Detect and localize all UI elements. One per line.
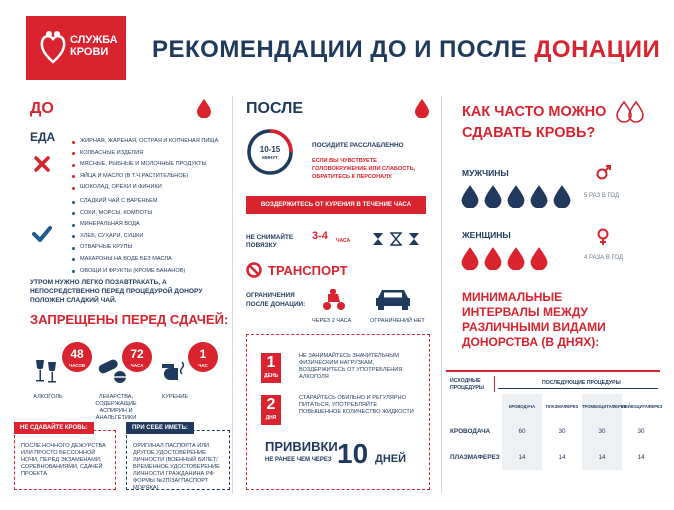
list-item: МИНЕРАЛЬНАЯ ВОДА	[72, 219, 185, 231]
list-item: ЯЙЦА И МАСЛО (В Т.Ч.РАСТИТЕЛЬНОЕ)	[72, 171, 218, 183]
vaccine-unit: ДНЕЙ	[375, 453, 407, 465]
badge-unit: ЧАСА	[130, 363, 144, 368]
day-unit: ДЕНЬ	[263, 373, 279, 379]
female-icon	[596, 228, 610, 246]
cross-icon	[34, 156, 50, 172]
drop-icon	[529, 246, 549, 270]
list-item: ОТВАРНЫЕ КРУПЫ	[72, 242, 185, 254]
morning-note: УТРОМ НУЖНО ЛЕГКО ПОЗАВТРАКАТЬ, А НЕПОСРЕДСТВЕННО ПЕРЕД ПРОЦЕДУРОЙ ДОНОРУ ПОЛОЖЕН СЛАДКИЙ ЧАЙ.	[30, 279, 203, 304]
table-next-header: ПОСЛЕДУЮЩИЕ ПРОЦЕДУРЫ	[542, 380, 621, 386]
hourglass-icon	[390, 232, 402, 246]
day-number: 2	[266, 396, 276, 413]
badge-unit: ЧАС	[198, 363, 208, 368]
list-item: МАКАРОНЫ НА ВОДЕ БЕЗ МАСЛА	[72, 254, 185, 266]
list-item: ХЛЕБ, СУХАРИ, СУШКИ	[72, 231, 185, 243]
logo-line1: СЛУЖБА	[70, 34, 118, 46]
table-cell: 30	[637, 428, 645, 435]
table-cell: 14	[598, 454, 606, 461]
vaccine-heading: ПРИВИВКИ	[265, 439, 338, 454]
day-2-text: СТАРАЙТЕСЬ ОБИЛЬНО И РЕГУЛЯРНО ПИТАТЬСЯ, УПОТРЕБЛЯЙТЕ ПОВЫШЕННОЕ КОЛИЧЕСТВО ЖИДКОСТИ	[299, 395, 414, 415]
table-col-header: ТРОМБОЦИТАФЕРЕЗ	[582, 404, 627, 409]
table-rule	[498, 388, 658, 389]
car-caption: ОГРАНИЧЕНИЙ НЕТ	[370, 318, 425, 324]
vaccine-value: 10	[337, 438, 369, 469]
sit-calm-text: ПОСИДИТЕ РАССЛАБЛЕННО	[312, 142, 404, 149]
badge-value: 1	[199, 347, 207, 361]
title-part1: РЕКОМЕНДАЦИИ ДО И ПОСЛЕ	[152, 36, 535, 63]
drop-icon	[506, 246, 526, 270]
dont-donate-box	[14, 430, 116, 490]
badge-unit: ЧАСОВ	[68, 363, 86, 368]
frequency-heading-line1: КАК ЧАСТО МОЖНО	[462, 104, 607, 120]
list-item: МЯСНЫЕ, РЫБНЫЕ И МОЛОЧНЫЕ ПРОДУКТЫ	[72, 159, 218, 171]
bad-foods-list	[72, 136, 218, 194]
list-item: ЖИРНАЯ, ЖАРЕНАЯ, ОСТРАЯ И КОПЧЕНАЯ ПИЩА	[72, 136, 218, 148]
drop-icon	[196, 98, 212, 118]
car-icon	[374, 286, 412, 310]
men-frequency-text: 5 РАЗ В ГОД	[584, 193, 620, 199]
transport-heading: ТРАНСПОРТ	[268, 263, 348, 278]
list-item: ОВОЩИ И ФРУКТЫ (КРОМЕ БАНАНОВ)	[72, 266, 185, 278]
bring-tag: ПРИ СЕБЕ ИМЕТЬ:	[126, 422, 194, 434]
bring-box	[126, 430, 230, 490]
dont-donate-tag: НЕ СДАВАЙТЕ КРОВЬ:	[14, 422, 94, 434]
bandage-hours: 3-4	[312, 230, 328, 242]
intervals-heading: МИНИМАЛЬНЫЕ ИНТЕРВАЛЫ МЕЖДУ РАЗЛИЧНЫМИ ВИДАМИ ДОНОРСТВА (В ДНЯХ):	[462, 290, 606, 349]
dont-donate-text: ПОСЛЕ НОЧНОГО ДЕЖУРСТВА ИЛИ ПРОСТО БЕССОННОЙ НОЧИ, ПЕРЕД ЭКЗАМЕНАМИ, СОРЕВНОВАНИЯМИ, СДАЧЕЙ ПРОЕКТА	[21, 443, 106, 477]
page-title	[152, 36, 660, 64]
alcohol-hours-badge	[62, 342, 92, 372]
drop-icon	[460, 184, 480, 208]
hourglass-icon	[372, 232, 384, 246]
day-1-text: НЕ ЗАНИМАЙТЕСЬ ЗНАЧИТЕЛЬНЫМ ФИЗИЧЕСКИМ НАГРУЗКАМ, ВОЗДЕРЖИТЕСЬ ОТ УПОТРЕБЛЕНИЯ АЛКОГОЛЯ	[299, 353, 403, 380]
day-2-badge	[261, 395, 281, 425]
frequency-heading	[462, 102, 606, 144]
table-col-header: ПЛАЗМАФЕРЕЗ	[545, 404, 579, 409]
before-heading: ДО	[30, 100, 54, 117]
day-1-badge	[261, 353, 281, 383]
medicine-hours-badge	[122, 342, 152, 372]
double-drop-icon	[614, 100, 646, 124]
good-foods-list	[72, 196, 185, 277]
badge-value: 72	[130, 347, 144, 361]
dizzy-note: ЕСЛИ ВЫ ЧУВСТВУЕТЕ ГОЛОВОКРУЖЕНИЕ ИЛИ СЛАБОСТЬ, ОБРАТИТЕСЬ К ПЕРСОНАЛУ.	[312, 158, 416, 180]
after-heading: ПОСЛЕ	[246, 100, 303, 117]
intervals-table	[446, 370, 663, 470]
table-row-name: КРОВОДАЧА	[450, 428, 491, 435]
timer-value: 10-15	[259, 145, 281, 154]
food-heading: ЕДА	[30, 130, 56, 144]
smoking-label: КУРЕНИЕ	[161, 394, 189, 400]
frequency-heading-line2: СДАВАТЬ КРОВЬ?	[462, 125, 596, 141]
after-days-box	[246, 334, 430, 490]
bandage-unit: ЧАСА	[336, 238, 351, 244]
check-icon	[32, 226, 52, 242]
vaccine-label: НЕ РАНЕЕ ЧЕМ ЧЕРЕЗ	[265, 457, 332, 463]
bring-text: ОРИГИНАЛ ПАСПОРТА ИЛИ ДРУГОЕ УДОСТОВЕРЕНИЕ ЛИЧНОСТИ (ВОЕННЫЙ БИЛЕТ/ ВРЕМЕННОЕ УДОСТОВЕРЕНИЕ ЛИЧНОСТИ ГРАЖДАНИНА РФ ФОРМЫ №2П/ЗАГПАСПОРТ МОРЯКА)	[133, 443, 220, 491]
table-col-header: ЛЕЙКОЦИТАФЕРЕЗ	[622, 404, 663, 409]
pipe-icon	[160, 360, 190, 382]
logo-line2: КРОВИ	[70, 46, 109, 58]
list-item: ШОКОЛАД, ОРЕХИ И ФИНИКИ	[72, 182, 218, 194]
scooter-icon	[320, 284, 348, 312]
medicine-label: ЛЕКАРСТВА, СОДЕРЖАЩИЕ АСПИРИН И АНАЛЬГЕТИКИ	[95, 394, 137, 421]
list-item: КОЛБАСНЫЕ ИЗДЕЛИЯ	[72, 148, 218, 160]
table-col-header: КРОВОДАЧА	[508, 404, 536, 409]
transport-label: ОГРАНИЧЕНИЯ ПОСЛЕ ДОНАЦИИ:	[246, 292, 306, 308]
drop-icon	[483, 246, 503, 270]
timer-unit: МИНУТ	[262, 155, 278, 160]
table-cell: 14	[518, 454, 526, 461]
table-row-name: ПЛАЗМАФЕРЕЗ	[450, 454, 500, 461]
title-part2: ДОНАЦИИ	[534, 36, 661, 63]
bandage-label: НЕ СНИМАЙТЕ ПОВЯЗКУ	[246, 234, 294, 249]
table-top-rule	[446, 370, 660, 372]
men-label: МУЖЧИНЫ	[462, 168, 509, 178]
logo	[26, 16, 126, 80]
women-drops	[460, 246, 552, 275]
scooter-caption: ЧЕРЕЗ 2 ЧАСА	[312, 318, 352, 324]
wine-icon	[32, 356, 62, 386]
drop-icon	[529, 184, 549, 208]
day-unit: ДНЯ	[265, 415, 277, 421]
forbidden-heading: ЗАПРЕЩЕНЫ ПЕРЕД СДАЧЕЙ:	[30, 312, 229, 327]
list-item: СЛАДКИЙ ЧАЙ С ВАРЕНЬЕМ	[72, 196, 185, 208]
hourglass-icon	[408, 232, 420, 246]
drop-icon	[483, 184, 503, 208]
column-divider	[441, 96, 442, 494]
table-cell: 60	[518, 428, 526, 435]
table-corner: ИСХОДНЫЕ ПРОЦЕДУРЫ	[450, 378, 484, 391]
table-cell: 14	[637, 454, 645, 461]
column-divider	[232, 96, 233, 494]
no-smoking-banner: ВОЗДЕРЖИТЕСЬ ОТ КУРЕНИЯ В ТЕЧЕНИЕ ЧАСА	[246, 196, 426, 214]
badge-value: 48	[70, 347, 84, 361]
drop-icon	[552, 184, 572, 208]
no-sign-icon	[246, 262, 262, 278]
women-label: ЖЕНЩИНЫ	[462, 230, 511, 240]
table-cell: 30	[558, 428, 566, 435]
women-frequency-text: 4 РАЗА В ГОД	[584, 255, 624, 261]
smoking-hours-badge	[188, 342, 218, 372]
men-drops	[460, 184, 575, 213]
list-item: СОКИ, МОРСЫ, КОМПОТЫ	[72, 208, 185, 220]
drop-icon	[460, 246, 480, 270]
table-divider	[494, 376, 495, 392]
drop-icon	[506, 184, 526, 208]
alcohol-label: АЛКОГОЛЬ	[33, 394, 63, 400]
drop-icon	[414, 98, 430, 118]
table-cell: 30	[598, 428, 606, 435]
table-cell: 14	[558, 454, 566, 461]
day-number: 1	[266, 354, 276, 371]
male-icon	[596, 164, 612, 180]
logo-heart-icon	[40, 30, 66, 64]
